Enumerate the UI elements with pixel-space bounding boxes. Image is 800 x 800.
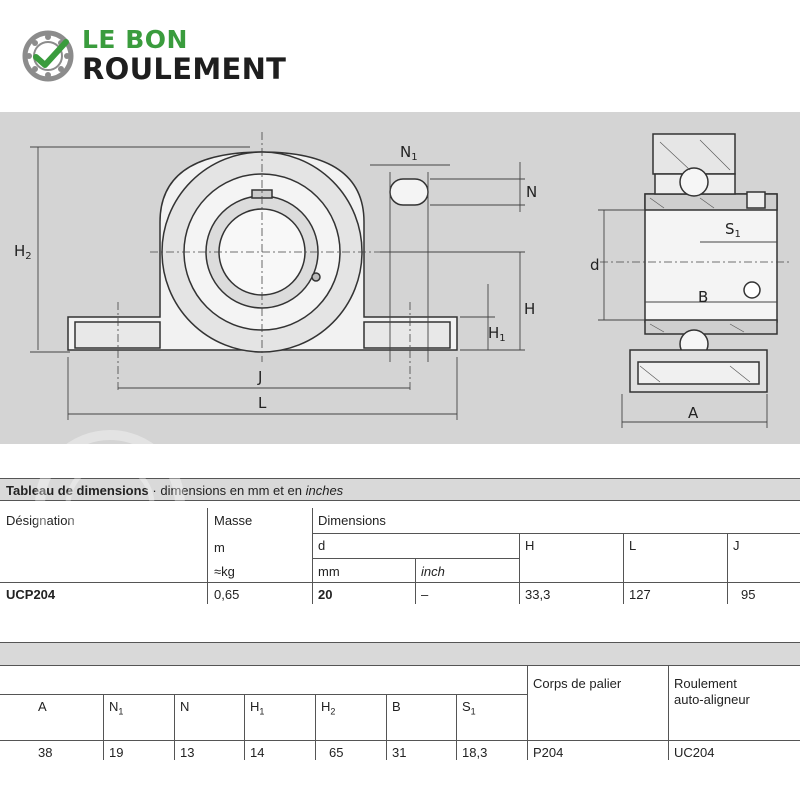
rule <box>386 694 387 760</box>
row-n1: 19 <box>109 745 124 760</box>
dim-label-h2: $H_2$ <box>14 242 32 262</box>
dimensions-table-title <box>0 478 800 501</box>
rule <box>0 665 800 666</box>
row-n: 13 <box>180 745 195 760</box>
header-designation: Désignation <box>6 513 75 528</box>
pillow-block-drawing <box>0 112 800 444</box>
row-h2: 65 <box>329 745 344 760</box>
row-j: 95 <box>741 587 756 602</box>
row-l: 127 <box>629 587 651 602</box>
dim-label-l: L <box>258 394 267 412</box>
rule <box>0 740 800 741</box>
dim-label-b: B <box>698 288 709 306</box>
header-n1: $N_1$ <box>109 699 124 717</box>
header-kg: ≈kg <box>214 564 235 579</box>
header-a: A <box>38 699 47 714</box>
side-view <box>630 134 777 392</box>
rule <box>519 533 520 604</box>
header-b: B <box>392 699 401 714</box>
row-a: 38 <box>38 745 53 760</box>
dim-label-n: N <box>526 183 538 201</box>
row-corps: P204 <box>533 745 564 760</box>
header-s1: $S_1$ <box>462 699 476 717</box>
header-masse: Masse <box>214 513 253 528</box>
logo-text-line2: ROULEMENT <box>82 52 287 86</box>
dim-label-d: d <box>590 256 600 274</box>
dim-label-h: H <box>524 300 536 318</box>
section-band <box>0 643 800 665</box>
brand-logo[interactable] <box>22 26 312 86</box>
row-d-mm: 20 <box>318 587 333 602</box>
bearing-check-icon <box>22 30 74 82</box>
rule <box>0 582 800 583</box>
row-h1: 14 <box>250 745 265 760</box>
row-s1: 18,3 <box>462 745 488 760</box>
row-d-inch: – <box>421 587 429 602</box>
table-title-italic: inches <box>305 483 344 498</box>
rule <box>174 694 175 760</box>
header-n: N <box>180 699 190 714</box>
header-l: L <box>629 538 637 553</box>
row-roulement: UC204 <box>674 745 715 760</box>
rule <box>727 533 728 604</box>
header-dimensions: Dimensions <box>318 513 386 528</box>
header-j: J <box>733 538 740 553</box>
technical-drawing <box>0 112 800 444</box>
dim-label-j: J <box>258 368 263 386</box>
header-h: H <box>525 538 535 553</box>
header-roulement-line1: Roulement <box>674 676 737 691</box>
rule <box>103 694 104 760</box>
logo-text-line1: LE BON <box>82 25 188 54</box>
rule <box>207 508 208 604</box>
rule <box>244 694 245 760</box>
slot-detail <box>390 179 428 205</box>
table-title-bold: Tableau de dimensions <box>6 483 149 498</box>
row-h: 33,3 <box>525 587 551 602</box>
rule <box>623 533 624 604</box>
rule <box>315 694 316 760</box>
rule <box>668 665 669 760</box>
row-designation: UCP204 <box>6 587 56 602</box>
row-b: 31 <box>392 745 407 760</box>
row-masse: 0,65 <box>214 587 240 602</box>
rule <box>527 665 528 760</box>
header-m: m <box>214 540 225 555</box>
dim-label-n1: $N_1$ <box>400 143 418 163</box>
header-roulement-line2: auto-aligneur <box>674 692 750 707</box>
rule <box>415 558 416 604</box>
dim-label-h1: $H_1$ <box>488 324 506 344</box>
header-corps-de-palier: Corps de palier <box>533 676 622 691</box>
rule <box>312 508 313 604</box>
dim-label-s1: $S_1$ <box>725 220 741 240</box>
header-mm: mm <box>318 564 340 579</box>
header-h1: $H_1$ <box>250 699 265 717</box>
header-inch: inch <box>421 564 445 579</box>
table-title-rest: · dimensions en mm et en <box>148 483 306 498</box>
spacer <box>0 501 800 508</box>
header-h2: $H_2$ <box>321 699 336 717</box>
rule <box>456 694 457 760</box>
header-d: d <box>318 538 326 553</box>
dim-label-a: A <box>688 404 699 422</box>
rule <box>0 694 527 695</box>
